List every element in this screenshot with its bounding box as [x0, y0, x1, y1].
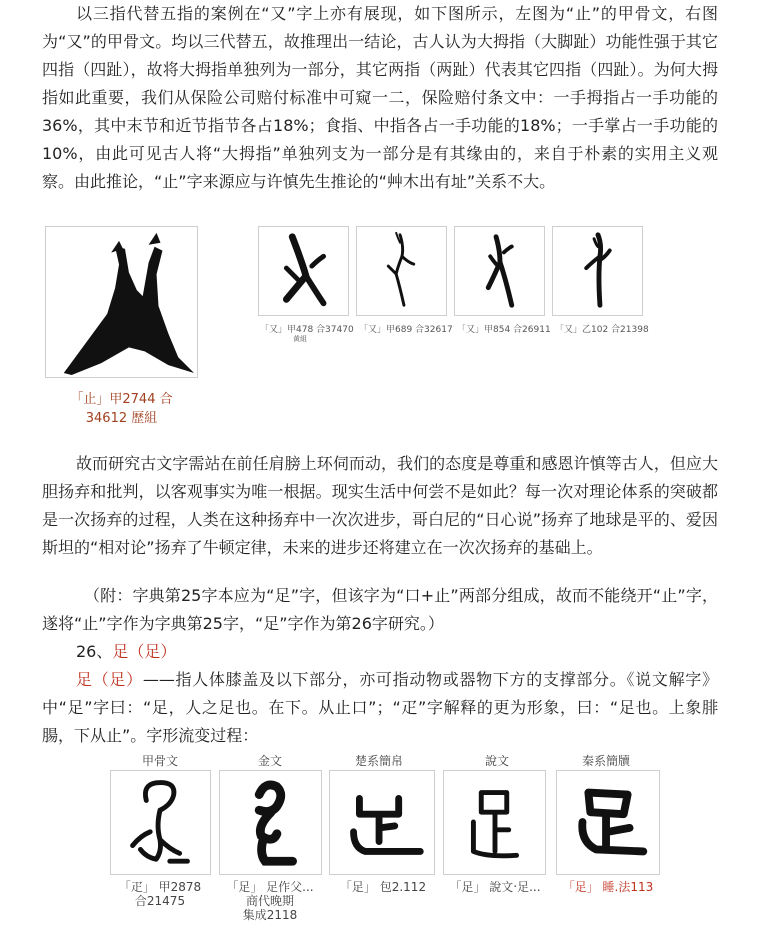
you-caption-1: 「又」甲478 合37470 [260, 325, 354, 335]
zu-chu-caption-line-1: 「足」 包2.112 [339, 880, 427, 894]
you-oracle-image-1 [258, 226, 349, 316]
you-oracle-image-3 [454, 226, 545, 316]
you-oracle-image-2 [356, 226, 447, 316]
zu-bronze-caption-line-1: 「足」 足作父... [226, 880, 314, 894]
zhi-glyph-graphic [46, 227, 197, 377]
section-character: 足（足） [112, 642, 177, 661]
zu-shuowen-caption [443, 880, 547, 894]
zu-shuowen-caption-line-1: 「足」 說文‧足... [449, 880, 541, 894]
zu-oracle-caption [108, 880, 212, 908]
zu-qin-caption [556, 880, 660, 894]
you-glyph-graphic-2 [357, 227, 446, 315]
zhi-caption [45, 390, 198, 428]
zu-oracle-image [110, 770, 211, 875]
section-number: 26、 [76, 642, 113, 661]
zu-oracle-caption-line-1: 「疋」 甲2878 [118, 880, 202, 894]
you-caption-2: 「又」甲689 合32617 [359, 325, 453, 335]
section-heading [42, 638, 718, 666]
paragraph-yangqi: 故而研究古文字需站在前任肩膀上环伺而动，我们的态度是尊重和感恩许慎等古人，但应大胆扬弃和批判，以客观事实为唯一根据。现实生活中何尝不是如此？每一次对理论体系的突破都是一次扬弃的过程，人类在这种扬弃中一次次进步，哥白尼的“日心说”扬弃了地球是平的、爱因斯坦的“相对论”扬弃了牛顿定律，未来的进步还将建立在一次次扬弃的基础上。 [42, 454, 718, 557]
zu-bronze-caption [217, 880, 323, 922]
zhi-oracle-image [45, 226, 198, 378]
zu-bronze-caption-line-2: 商代晚期 [245, 894, 294, 908]
zu-shuowen-glyph [444, 771, 545, 874]
column-header-bronze: 金文 [257, 754, 282, 768]
you-glyph-graphic-1 [259, 227, 348, 315]
paragraph-appendix-note: （附：字典第25字本应为“足”字，但该字为“口+止”两部分组成，故而不能绕开“止”字，遂将“止”字作为字典第25字，“足”字作为第26字研究。） [42, 586, 718, 633]
you-glyph-graphic-3 [455, 227, 544, 315]
zu-qin-caption-line-1: 「足」 睡.法113 [562, 880, 654, 894]
column-header-shuowen: 說文 [484, 754, 509, 768]
zhi-caption-line-1: 「止」甲2744 合 [70, 392, 173, 407]
you-glyph-graphic-4 [553, 227, 642, 315]
zu-chu-caption [331, 880, 435, 894]
you-caption-3: 「又」甲854 合26911 [457, 325, 551, 335]
zu-qin-image [556, 770, 660, 875]
zu-oracle-caption-line-2: 合21475 [134, 894, 186, 908]
zu-bronze-caption-line-3: 集成2118 [242, 908, 298, 922]
zu-chu-image [329, 770, 435, 875]
paragraph-zu-definition [42, 666, 718, 750]
zu-shuowen-image [443, 770, 546, 875]
zu-definition-text: ——指人体膝盖及以下部分，亦可指动物或器物下方的支撑部分。《说文解字》中“足”字曰：“足，人之足也。在下。从止口”；“疋”字解释的更为形象，曰：“足也。上象腓腸，下从止”。字形流变过程： [42, 670, 718, 745]
paragraph-intro: 以三指代替五指的案例在“又”字上亦有展现，如下图所示，左图为“止”的甲骨文，右图为“又”的甲骨文。均以三代替五，故推理出一结论，古人认为大拇指（大脚趾）功能性强于其它四指（四趾），故将大拇指单独列为一部分，其它两指（两趾）代表其它四指（四趾）。为何大拇指如此重要，我们从保险公司赔付标准中可窥一二，保险赔付条文中：一手拇指占一手功能的36%，其中末节和近节指节各占18%；食指、中指各占一手功能的18%；一手掌占一手功能的10%，由此可见古人将“大拇指”单独列支为一部分是有其缘由的，来自于朴素的实用主义观察。由此推论，“止”字来源应与许慎先生推论的“艸木出有址”关系不大。 [42, 4, 718, 191]
column-header-chu-bamboo: 楚系簡帛 [354, 754, 403, 768]
zu-term: 足（足） [76, 670, 143, 689]
zu-bronze-glyph [220, 771, 321, 874]
column-header-qin-bamboo: 秦系簡牘 [581, 754, 630, 768]
zu-chu-glyph [330, 771, 434, 874]
zu-oracle-glyph [111, 771, 210, 874]
column-header-oracle: 甲骨文 [141, 754, 178, 768]
zu-qin-glyph [557, 771, 659, 874]
you-caption-1-extra: 黄組 [293, 335, 307, 343]
zhi-caption-line-2: 34612 歷組 [85, 411, 158, 426]
you-caption-4: 「又」乙102 合21398 [555, 325, 649, 335]
zu-bronze-image [219, 770, 322, 875]
you-oracle-image-4 [552, 226, 643, 316]
